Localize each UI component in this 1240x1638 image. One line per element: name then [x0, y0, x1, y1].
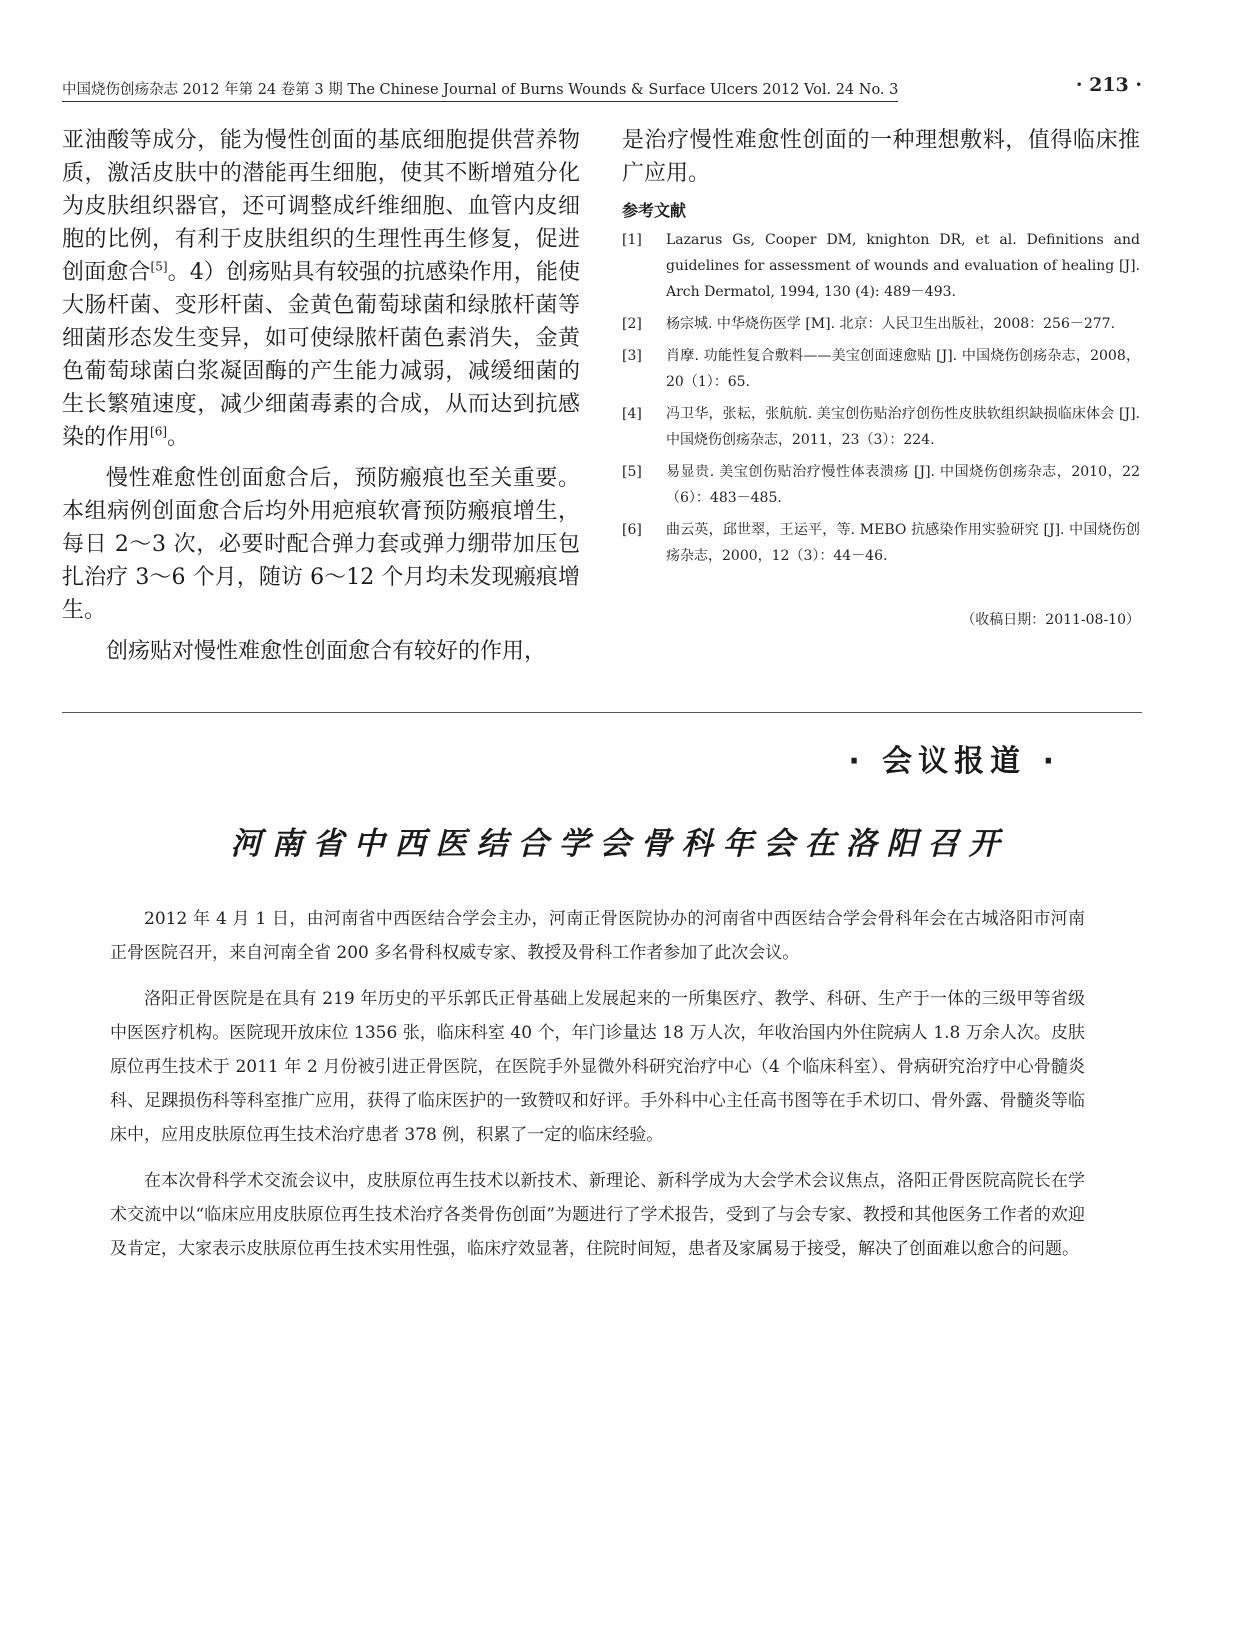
news-paragraph: 2012 年 4 月 1 日，由河南省中西医结合学会主办，河南正骨医院协办的河南省中西医结合学会骨科年会在古城洛阳市河南正骨医院召开，来自河南全省 200 多名骨科权威专家、教授及骨科工作者参加了此次会议。 [110, 909, 1085, 963]
page-number: · 213 · [1075, 74, 1142, 96]
section-divider [62, 712, 1142, 713]
news-body [110, 902, 1085, 1278]
journal-running-title: 中国烧伤创疡杂志 2012 年第 24 卷第 3 期 The Chinese Journal of Burns Wounds & Surface Ulcers 2012 Vol. 24 No. 3 [62, 78, 898, 102]
right-paragraph-1: 是治疗慢性难愈性创面的一种理想敷料，值得临床推广应用。 [622, 128, 1140, 186]
reference-item: [1] Lazarus Gs, Cooper DM, knighton DR, et al. Definitions and guidelines for assessment of wounds and evaluation of healing [J]. Arch Dermatol, 1994, 130 (4): 489－493. [622, 232, 1140, 300]
left-paragraph-1: 亚油酸等成分，能为慢性创面的基底细胞提供营养物质，激活皮肤中的潜能再生细胞，使其不断增殖分化为皮肤组织器官，还可调整成纤维细胞、血管内皮细胞的比例，有利于皮肤组织的生理性再生修复，促进创面愈合[5]。4）创疡贴具有较强的抗感染作用，能使大肠杆菌、变形杆菌、金黄色葡萄球菌和绿脓杆菌等细菌形态发生变异，如可使绿脓杆菌色素消失，金黄色葡萄球菌白浆凝固酶的产生能力减弱，减缓细菌的生长繁殖速度，减少细菌毒素的合成，从而达到抗感染的作用[6]。 [62, 128, 580, 450]
reference-item: [3] 肖摩. 功能性复合敷料——美宝创面速愈贴 [J]. 中国烧伤创疡杂志，2008，20（1）：65. [622, 348, 1140, 390]
left-paragraph-2: 慢性难愈性创面愈合后，预防瘢痕也至关重要。本组病例创面愈合后均外用疤痕软膏预防瘢痕增生，每日 2～3 次，必要时配合弹力套或弹力绷带加压包扎治疗 3～6 个月，随访 6～12 个月均未发现瘢痕增生。 [62, 466, 580, 623]
reference-list [622, 227, 1140, 569]
section-label: · 会议报道 · [848, 744, 1060, 779]
news-paragraph: 在本次骨科学术交流会议中，皮肤原位再生技术以新技术、新理论、新科学成为大会学术会议焦点，洛阳正骨医院高院长在学术交流中以“临床应用皮肤原位再生技术治疗各类骨伤创面”为题进行了学术报告，受到了与会专家、教授和其他医务工作者的欢迎及肯定，大家表示皮肤原位再生技术实用性强，临床疗效显著，住院时间短，患者及家属易于接受，解决了创面难以愈合的问题。 [110, 1171, 1085, 1259]
right-column [622, 124, 1140, 629]
reference-item: [2] 杨宗城. 中华烧伤医学 [M]. 北京：人民卫生出版社，2008：256－277. [622, 316, 1116, 332]
citation-5: [5] [150, 259, 168, 274]
reference-item: [4] 冯卫华，张耘，张航航. 美宝创伤贴治疗创伤性皮肤软组织缺损临床体会 [J]. 中国烧伤创疡杂志，2011，23（3）：224. [622, 406, 1140, 448]
running-header [62, 74, 1142, 100]
left-paragraph-3: 创疡贴对慢性难愈性创面愈合有较好的作用， [106, 639, 547, 664]
news-paragraph: 洛阳正骨医院是在具有 219 年历史的平乐郭氏正骨基础上发展起来的一所集医疗、教学、科研、生产于一体的三级甲等省级中医医疗机构。医院现开放床位 1356 张，临床科室 40 个，年门诊量达 18 万人次，年收治国内外住院病人 1.8 万余人次。皮肤原位再生技术于 2011 年 2 月份被引进正骨医院，在医院手外显微外科研究治疗中心（4 个临床科室）、骨病研究治疗中心骨髓炎科、足踝损伤科等科室推广应用，获得了临床医护的一致赞叹和好评。手外科中心主任高书图等在手术切口、骨外露、骨髓炎等临床中，应用皮肤原位再生技术治疗患者 378 例，积累了一定的临床经验。 [110, 989, 1085, 1145]
news-title: 河南省中西医结合学会骨科年会在洛阳召开 [230, 826, 1010, 862]
citation-6: [6] [150, 424, 168, 439]
received-date: （收稿日期：2011-08-10） [961, 612, 1140, 628]
references-heading: 参考文献 [622, 201, 687, 220]
reference-item: [5] 易显贵. 美宝创伤贴治疗慢性体表溃疡 [J]. 中国烧伤创疡杂志，2010，22（6）：483－485. [622, 464, 1140, 506]
reference-item: [6] 曲云英，邱世翠，王运平，等. MEBO 抗感染作用实验研究 [J]. 中国烧伤创疡杂志，2000，12（3）：44－46. [622, 522, 1140, 564]
left-column [62, 124, 580, 668]
